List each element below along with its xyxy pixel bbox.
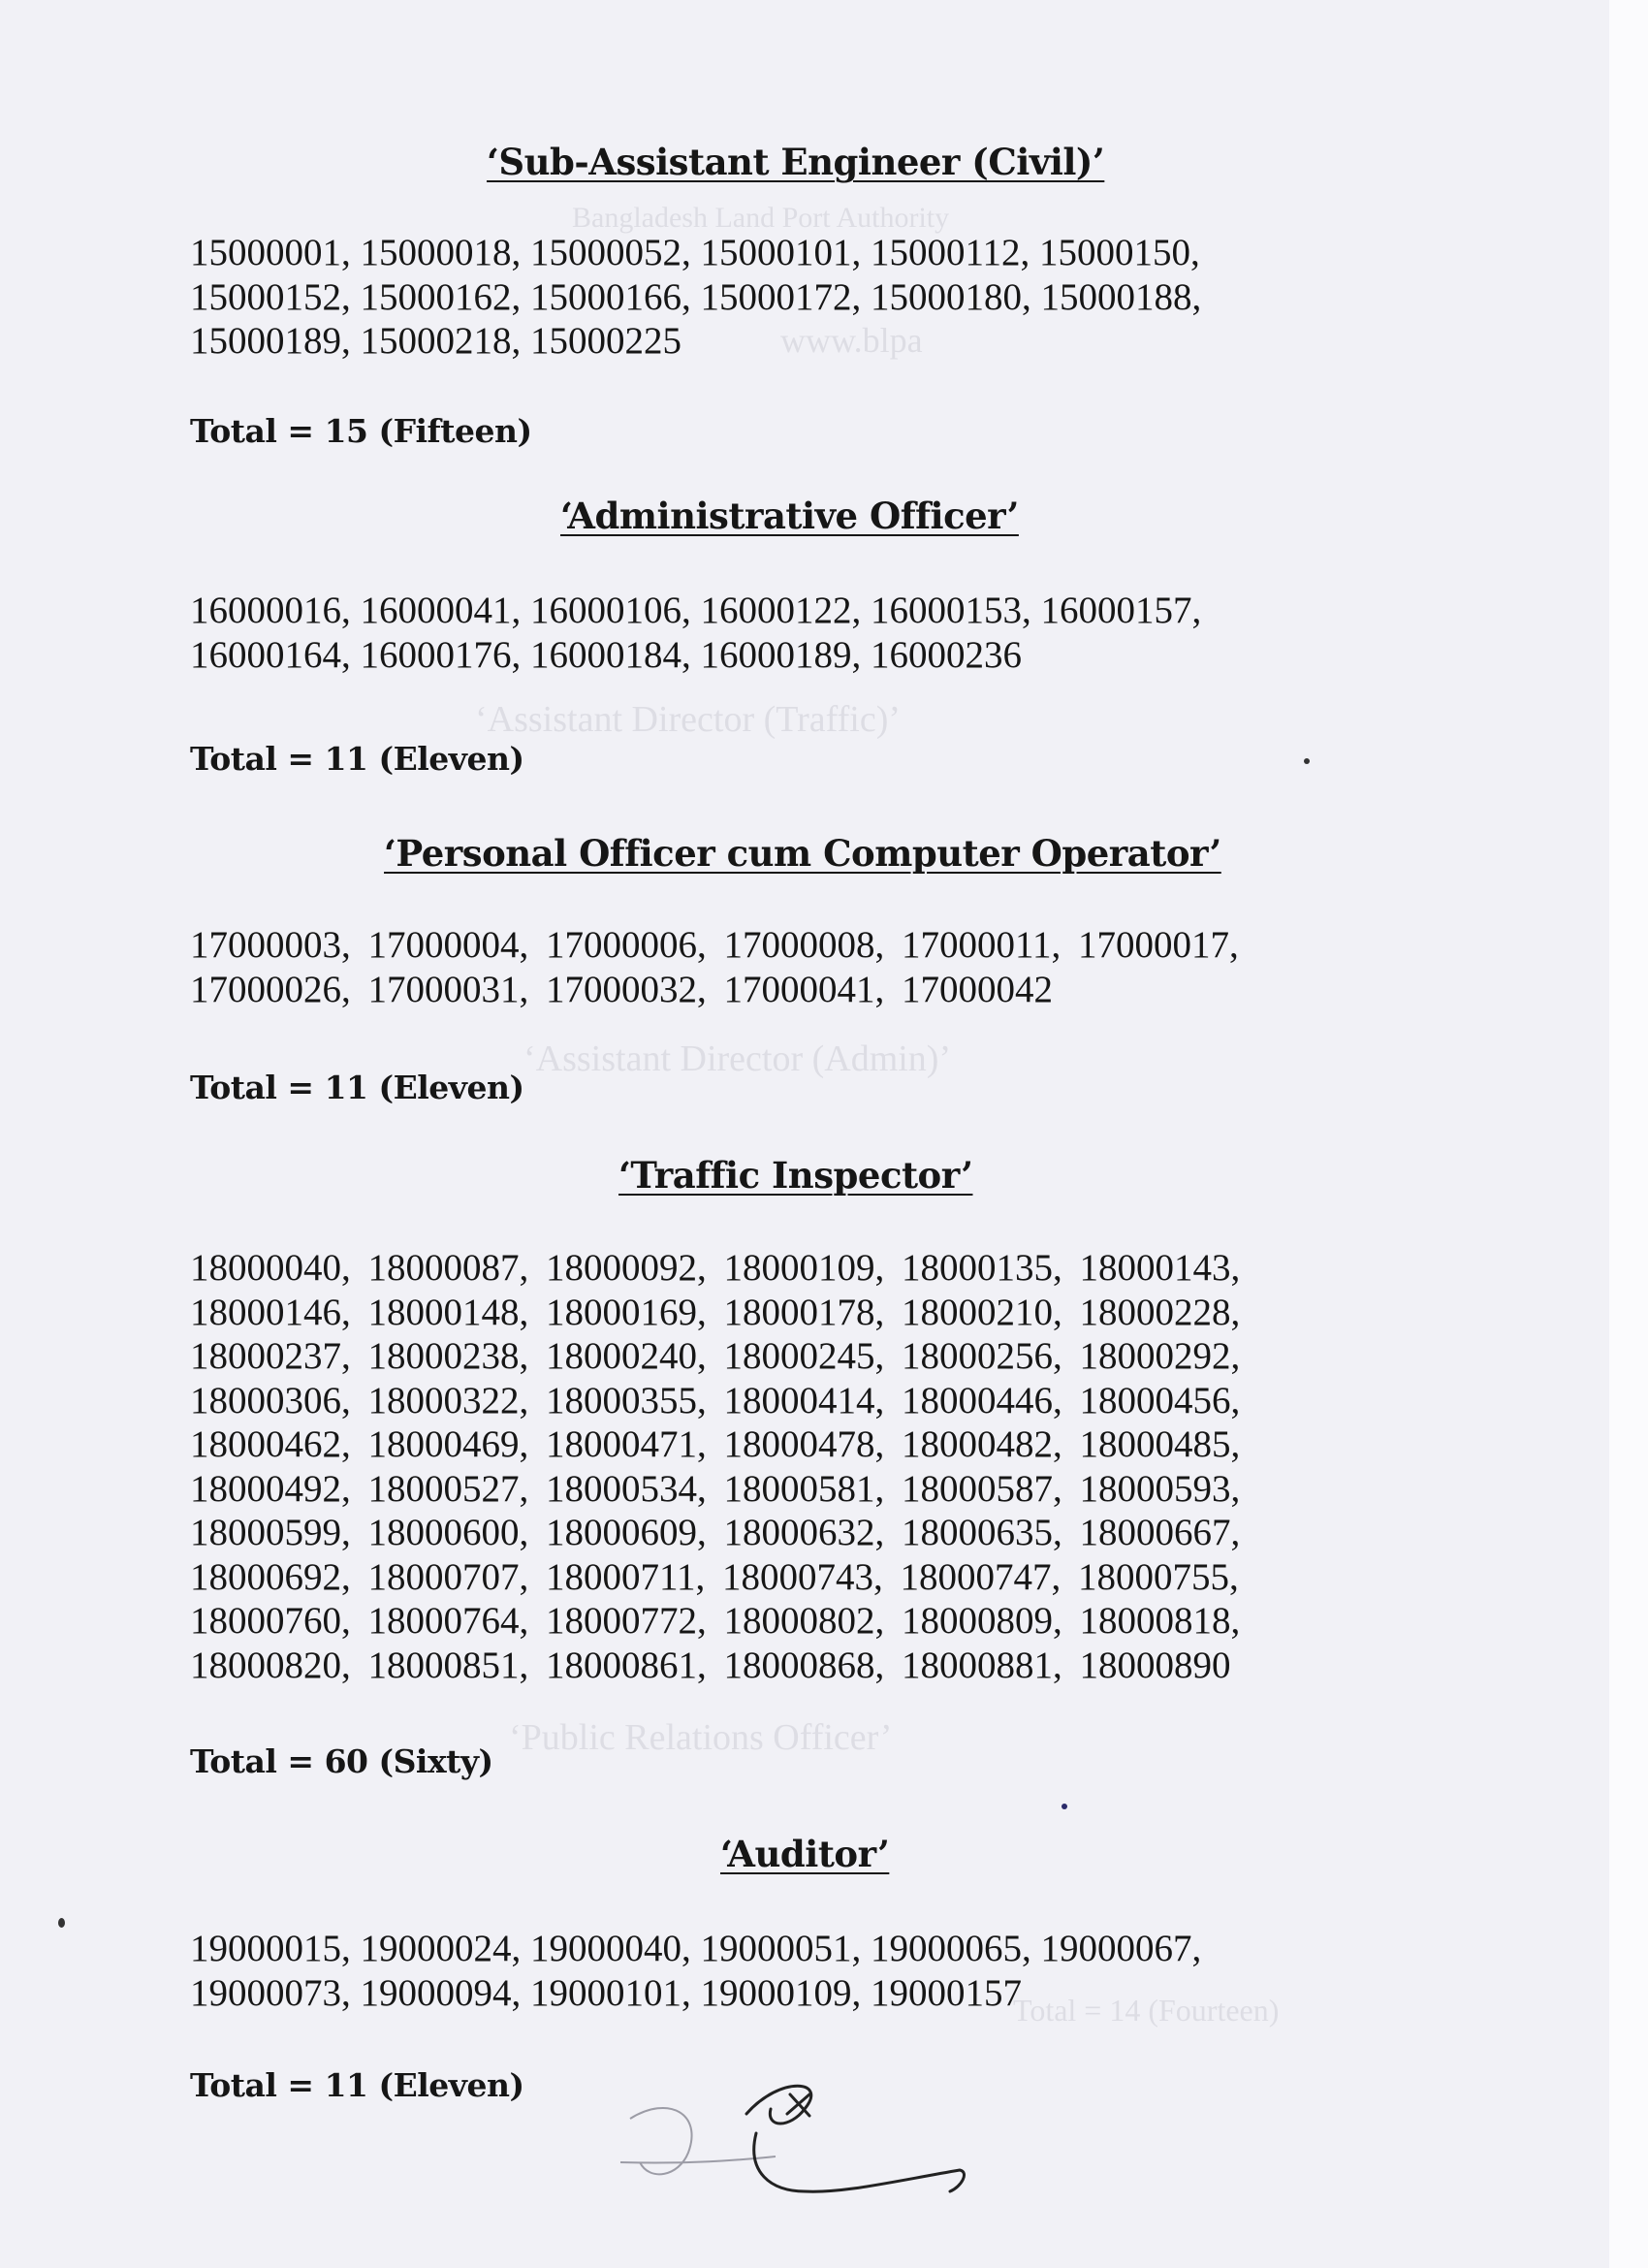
id-row: 15000001, 15000018, 15000052, 15000101, 15000112, 15000150,	[190, 232, 1200, 273]
id-row: 18000760, 18000764, 18000772, 18000802, 18000809, 18000818,	[190, 1600, 1241, 1642]
id-row: 15000152, 15000162, 15000166, 15000172, 15000180, 15000188,	[190, 275, 1202, 318]
id-row: 18000692, 18000707, 18000711, 18000743, 18000747, 18000755,	[190, 1555, 1239, 1598]
bleed-total-1: Total = 14 (Fourteen)	[1013, 1993, 1280, 2028]
id-row: 16000164, 16000176, 16000184, 16000189, 16000236	[190, 633, 1022, 676]
id-row: 17000026, 17000031, 17000032, 17000041, 17000042	[190, 968, 1053, 1010]
section-total: Total = 60 (Sixty)	[190, 1742, 493, 1780]
bleed-heading-2: ‘Assistant Director (Admin)’	[523, 1038, 952, 1079]
id-row: 16000016, 16000041, 16000106, 16000122, 16000153, 16000157,	[190, 590, 1202, 631]
id-row: 18000492, 18000527, 18000534, 18000581, 18000587, 18000593,	[190, 1467, 1241, 1510]
id-list-sub-assistant-engineer	[190, 231, 1201, 364]
signature	[611, 2056, 979, 2211]
bleed-heading-3: ‘Public Relations Officer’	[509, 1717, 893, 1758]
id-row: 18000462, 18000469, 18000471, 18000478, 18000482, 18000485,	[190, 1423, 1241, 1465]
id-row: 18000146, 18000148, 18000169, 18000178, 18000210, 18000228,	[190, 1291, 1241, 1333]
page-edge	[1609, 0, 1648, 2268]
id-row: 15000189, 15000218, 15000225	[190, 320, 681, 362]
id-row: 18000237, 18000238, 18000240, 18000245, 18000256, 18000292,	[190, 1335, 1241, 1377]
section-heading-auditor: ‘Auditor’	[720, 1833, 890, 1875]
bleed-authority: Bangladesh Land Port Authority	[572, 202, 950, 234]
id-row: 18000306, 18000322, 18000355, 18000414, 18000446, 18000456,	[190, 1379, 1241, 1421]
ink-speck	[1062, 1804, 1067, 1809]
section-total: Total = 15 (Fifteen)	[190, 412, 532, 450]
id-list-traffic-inspector	[190, 1246, 1240, 1687]
ink-speck	[58, 1918, 65, 1928]
section-heading-personal-officer: ‘Personal Officer cum Computer Operator’	[384, 832, 1221, 875]
id-row: 17000003, 17000004, 17000006, 17000008, 17000011, 17000017,	[190, 924, 1239, 966]
section-total: Total = 11 (Eleven)	[190, 2066, 524, 2104]
id-row: 19000073, 19000094, 19000101, 19000109, 19000157	[190, 1971, 1022, 2014]
id-row: 18000820, 18000851, 18000861, 18000868, 18000881, 18000890	[190, 1644, 1231, 1686]
section-heading-administrative-officer: ‘Administrative Officer’	[560, 495, 1019, 537]
bleed-heading-1: ‘Assistant Director (Traffic)’	[475, 699, 902, 740]
id-row: 18000040, 18000087, 18000092, 18000109, 18000135, 18000143,	[190, 1247, 1241, 1289]
id-list-auditor	[190, 1927, 1201, 2015]
section-total: Total = 11 (Eleven)	[190, 740, 524, 778]
bleed-website: www.blpa	[780, 321, 923, 360]
section-total: Total = 11 (Eleven)	[190, 1069, 524, 1106]
section-heading-traffic-inspector: ‘Traffic Inspector’	[618, 1154, 973, 1197]
id-list-personal-officer	[190, 923, 1239, 1011]
id-row: 18000599, 18000600, 18000609, 18000632, 18000635, 18000667,	[190, 1512, 1241, 1553]
id-list-administrative-officer	[190, 589, 1201, 677]
section-heading-sub-assistant-engineer: ‘Sub-Assistant Engineer (Civil)’	[487, 141, 1105, 183]
ink-speck	[1304, 758, 1310, 764]
id-row: 19000015, 19000024, 19000040, 19000051, 19000065, 19000067,	[190, 1928, 1202, 1969]
